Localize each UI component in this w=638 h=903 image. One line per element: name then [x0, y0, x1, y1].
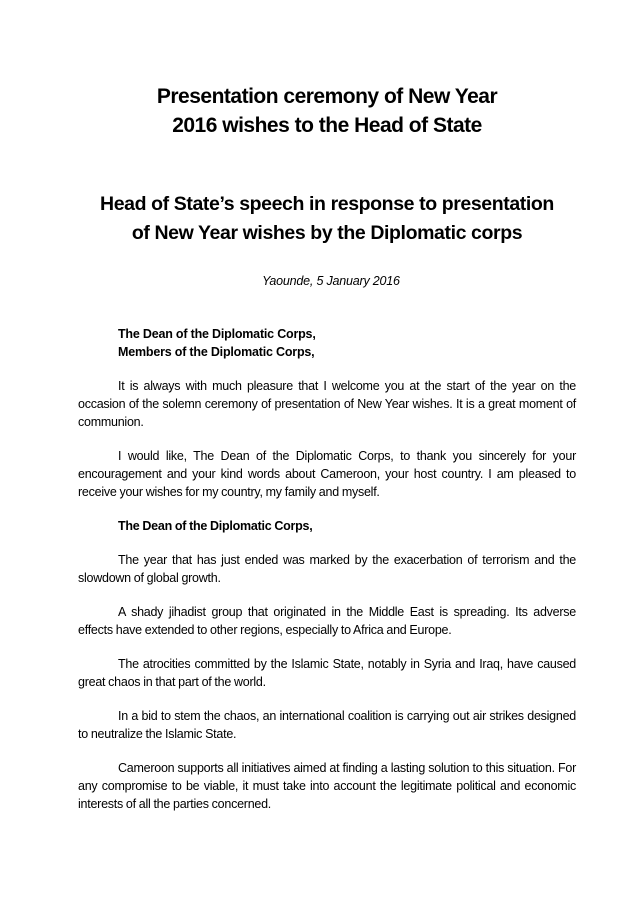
body-paragraph: In a bid to stem the chaos, an international coalition is carrying out air strikes designed to neutralize the Islamic State. — [78, 709, 576, 741]
document-title — [78, 82, 576, 140]
body-paragraph: The atrocities committed by the Islamic State, notably in Syria and Iraq, have caused great chaos in that part of the world. — [78, 657, 576, 689]
document-title-line: Presentation ceremony of New Year — [156, 85, 498, 108]
speech-title-line: of New Year wishes by the Diplomatic corps — [131, 222, 523, 244]
document-title-line: 2016 wishes to the Head of State — [172, 114, 482, 137]
dateline: Yaounde, 5 January 2016 — [262, 274, 400, 288]
salutation-line: Members of the Diplomatic Corps, — [118, 345, 315, 359]
body-paragraph: A shady jihadist group that originated in the Middle East is spreading. Its adverse effects have extended to other regions, especially to Africa and Europe. — [78, 605, 576, 637]
speech-title-line: Head of State’s speech in response to presentation — [100, 193, 554, 215]
body-paragraph: I would like, The Dean of the Diplomatic Corps, to thank you sincerely for your encouragement and your kind words about Cameroon, your host country. I am pleased to receive your wishes for my country, my family and myself. — [78, 449, 576, 499]
body-salutation: The Dean of the Diplomatic Corps, — [118, 519, 313, 533]
body-paragraph: Cameroon supports all initiatives aimed at finding a lasting solution to this situation. For any compromise to be viable, it must take into account the legitimate political and economic interests of all the parties concerned. — [78, 761, 576, 811]
speech-title — [78, 190, 576, 248]
salutation-line: The Dean of the Diplomatic Corps, — [118, 327, 316, 341]
body-paragraph: It is always with much pleasure that I welcome you at the start of the year on the occasion of the solemn ceremony of presentation of New Year wishes. It is a great moment of communion. — [78, 379, 576, 429]
body-paragraph: The year that has just ended was marked by the exacerbation of terrorism and the slowdown of global growth. — [78, 553, 576, 585]
salutation — [78, 325, 576, 361]
